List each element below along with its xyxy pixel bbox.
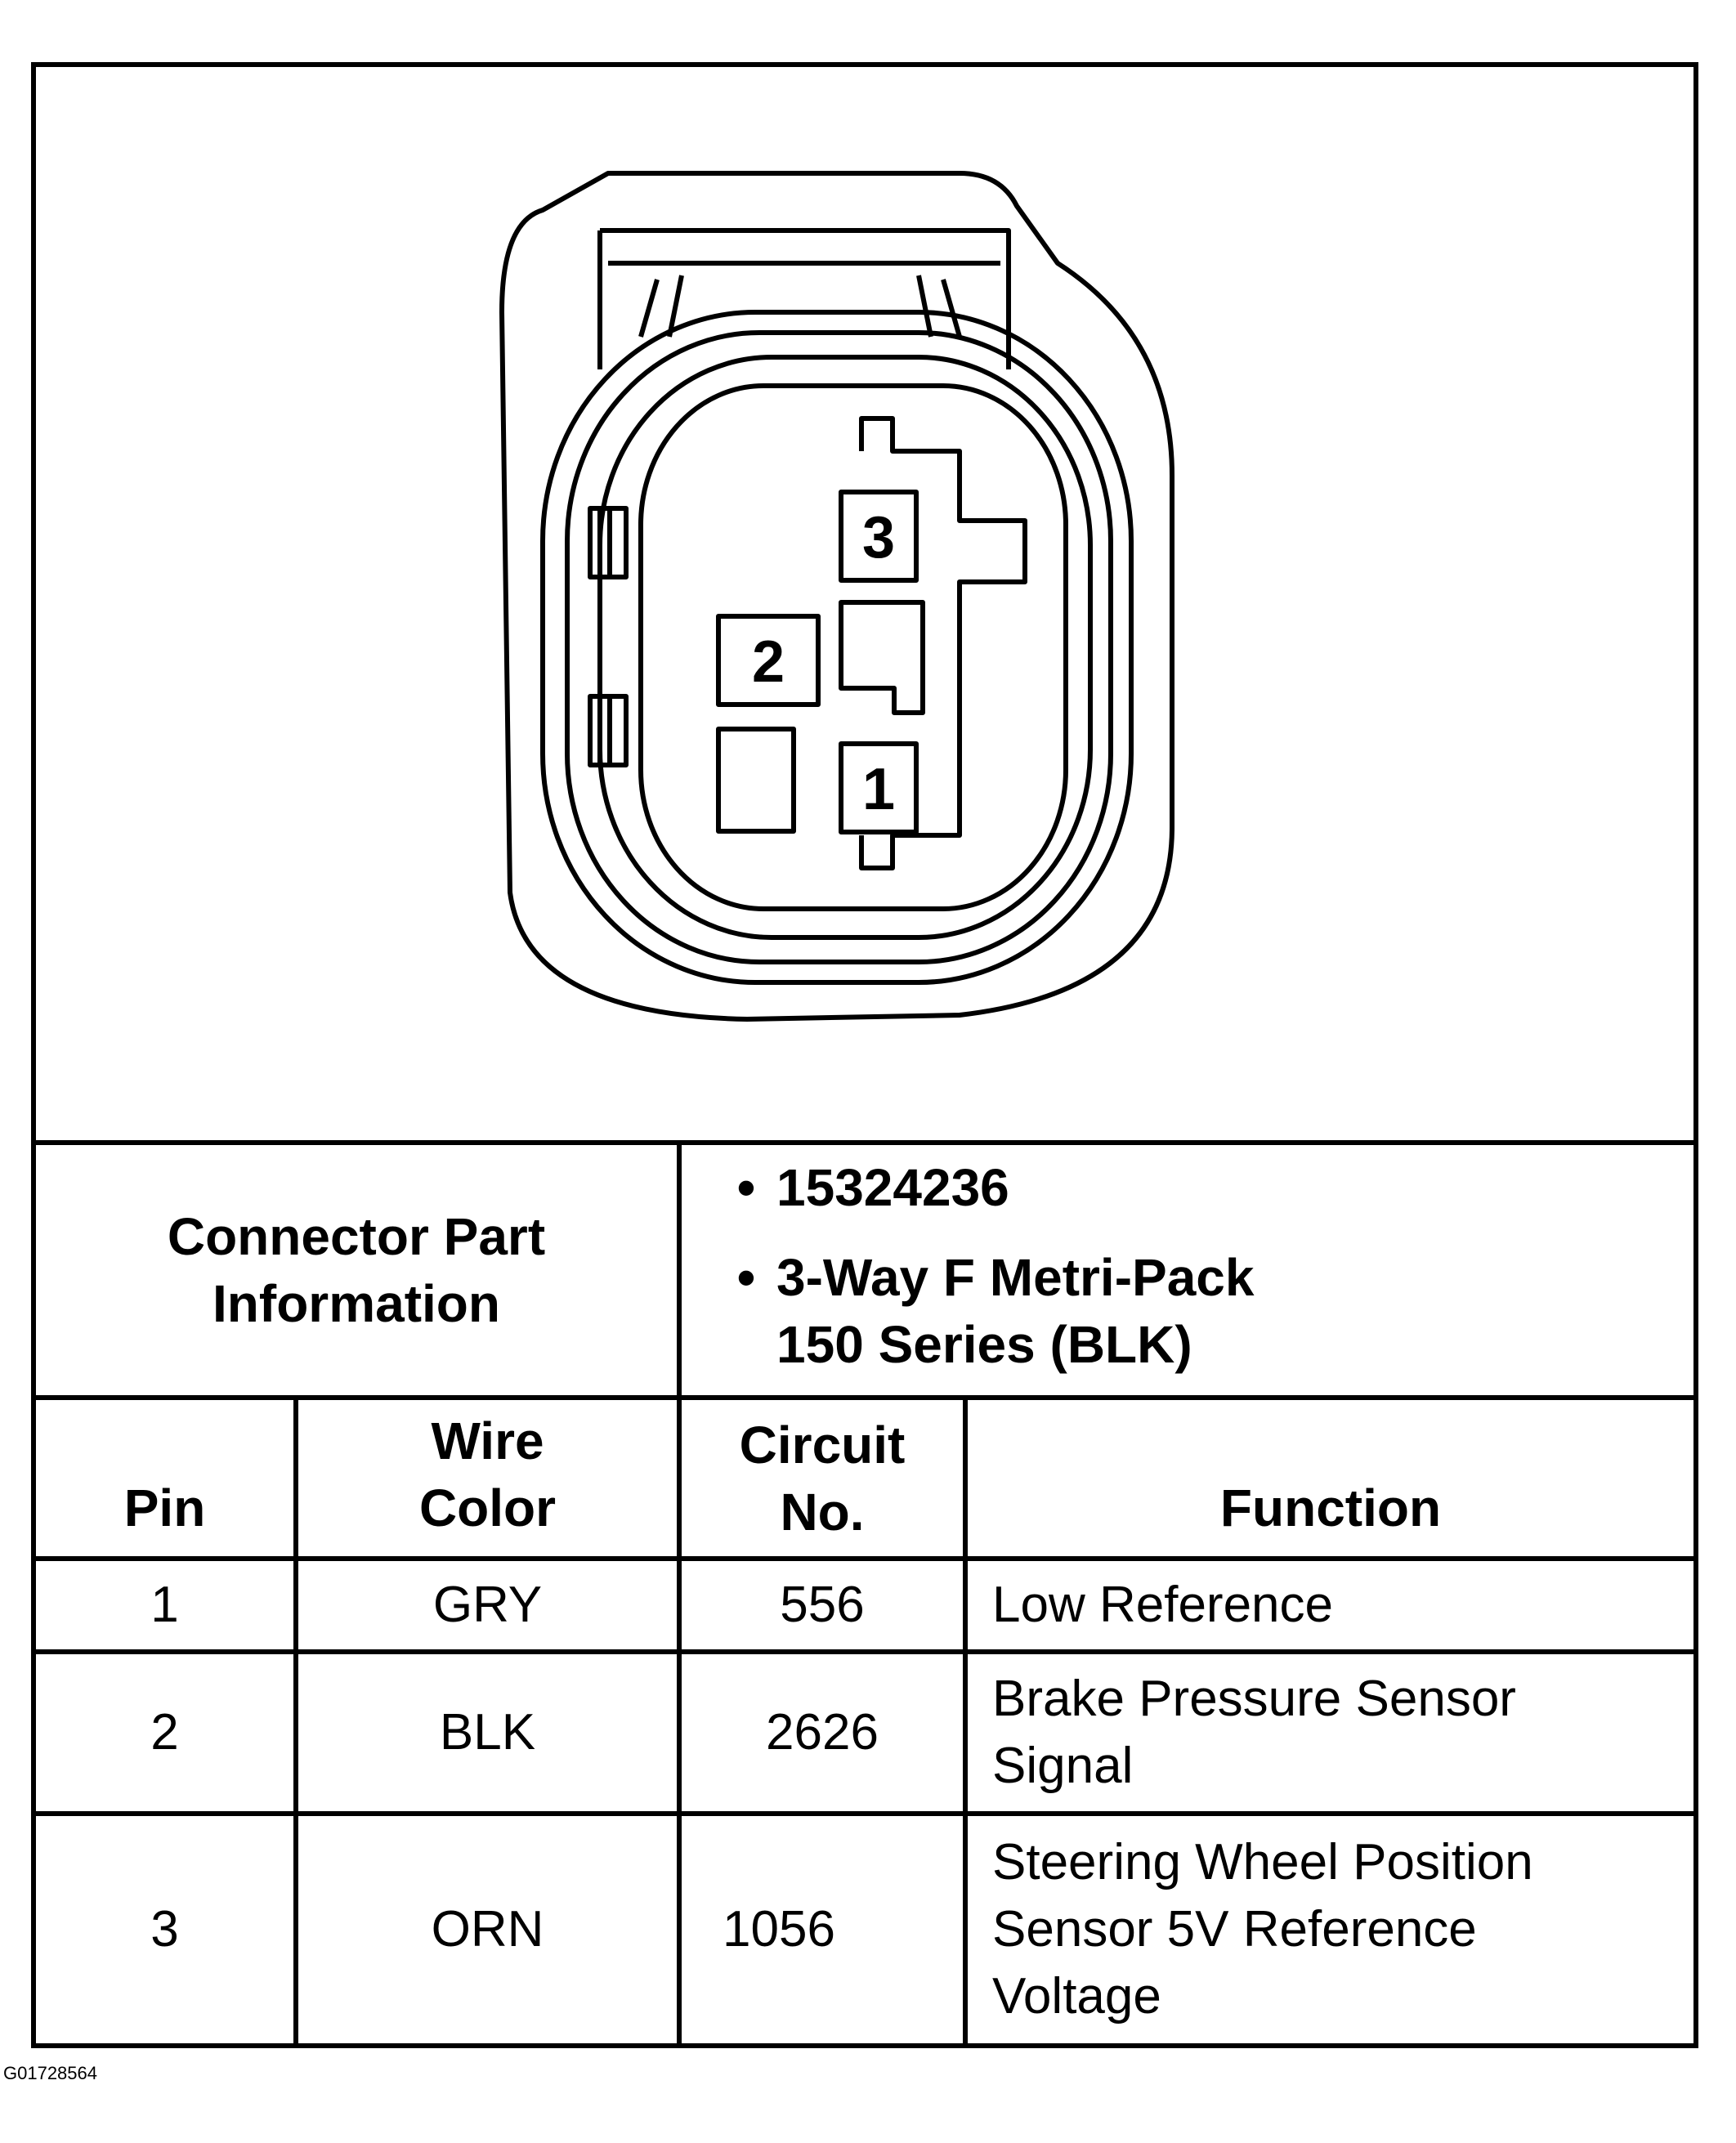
row-2-function-line-1: Brake Pressure Sensor: [992, 1671, 1516, 1727]
row-3-circuit: 1056: [723, 1901, 835, 1957]
row-1-circuit: 556: [780, 1577, 865, 1633]
row-2-function: [968, 1654, 1693, 1811]
row-2-wire-color: BLK: [439, 1704, 536, 1760]
cavity-empty-lower: [718, 729, 794, 831]
part-description-item: [716, 1244, 1680, 1378]
pin-3-label: 3: [861, 505, 896, 570]
row-1-function-line-1: Low Reference: [992, 1577, 1334, 1633]
header-circuit-line-2: No.: [780, 1483, 865, 1541]
row-1-wire-color: GRY: [432, 1577, 543, 1633]
header-circuit-no: [682, 1400, 963, 1556]
row-3-wire-color: ORN: [431, 1901, 544, 1957]
row-3-function-line-3: Voltage: [992, 1968, 1161, 2024]
header-function: Function: [1219, 1479, 1442, 1537]
row-2-function-line-2: Signal: [992, 1738, 1134, 1794]
part-info-values: [716, 1154, 1680, 1378]
part-number: 15324236: [776, 1158, 1009, 1217]
row-1-function: [968, 1561, 1693, 1649]
row-3-pin: 3: [150, 1901, 179, 1957]
row-2-pin: 2: [150, 1704, 179, 1760]
part-info-label-line-1: Connector Part: [167, 1207, 546, 1266]
header-wire-line-2: Color: [418, 1479, 557, 1537]
figure-code: G01728564: [3, 2063, 97, 2083]
part-info-label: [36, 1145, 677, 1395]
header-wire-line-1: Wire: [431, 1412, 544, 1470]
cavity-empty-upper: [841, 602, 923, 713]
row-1-pin: 1: [150, 1577, 179, 1633]
connector-lock-ribs: [641, 275, 960, 337]
header-pin: Pin: [123, 1479, 206, 1537]
connector-face-svg: [36, 67, 1693, 1140]
row-3-function: [968, 1816, 1693, 2043]
bullet-2: •: [736, 1248, 756, 1307]
row-2-circuit: 2626: [766, 1704, 879, 1760]
row-3-function-line-2: Sensor 5V Reference: [992, 1901, 1477, 1957]
header-wire-color: [298, 1400, 677, 1556]
header-circuit-line-1: Circuit: [739, 1416, 906, 1474]
part-info-label-line-2: Information: [213, 1274, 500, 1333]
bullet-1: •: [736, 1158, 756, 1217]
part-description-line-2: 150 Series (BLK): [776, 1315, 1192, 1374]
part-description-line-1: 3-Way F Metri-Pack: [776, 1248, 1255, 1307]
connector-ring-3: [600, 357, 1090, 937]
row-3-function-line-1: Steering Wheel Position: [992, 1834, 1533, 1890]
connector-face-diagram: [36, 67, 1693, 1140]
pin-1-label: 1: [861, 757, 896, 822]
part-number-item: [716, 1154, 1680, 1221]
pin-2-label: 2: [751, 629, 785, 695]
connector-info-frame: [31, 62, 1698, 2048]
